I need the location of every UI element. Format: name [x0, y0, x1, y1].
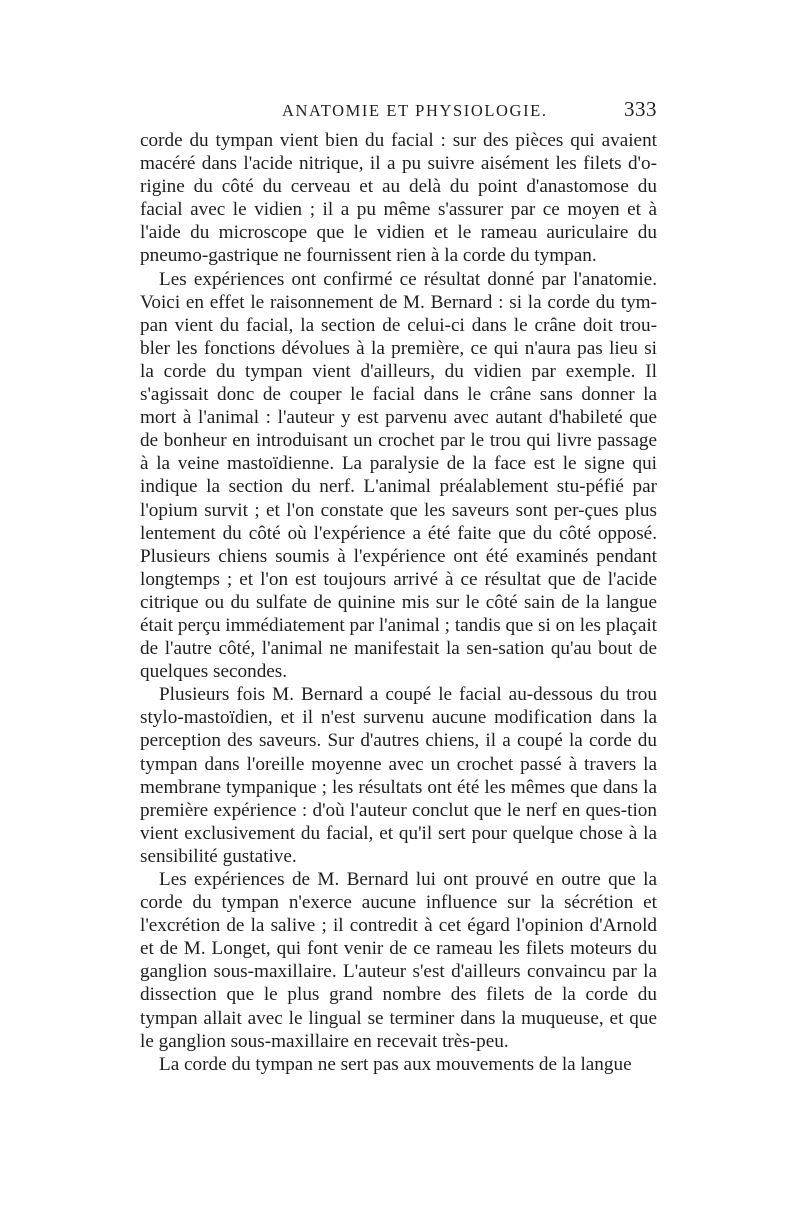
paragraph-tongue-movement: La corde du tympan ne sert pas aux mouvements de la langue — [159, 1053, 632, 1075]
page-header — [140, 95, 657, 129]
paragraph-experiments: Les expériences ont confirmé ce résultat donné par l'anatomie. Voici en effet le raisonnement de M. Bernard : si la corde du tym-pan vient du facial, la section de celui-ci dans le crâne doit trou-bler les fonctions dévolues à la première, ce qui n'aura pas lieu si la corde du tympan vient d'ailleurs, du vidien par exemple. Il s'agissait donc de couper le facial dans le crâne sans donner la mort à l'animal : l'auteur y est parvenu avec autant d'habileté que de bonheur en introduisant un crochet par le trou qui livre passage à la veine mastoïdienne. La paralysie de la face est le signe qui indique la section du nerf. L'animal préalablement stu-péfié par l'opium survit ; et l'on constate que les saveurs sont per-çues plus lentement du côté où l'expérience a été faite que du côté opposé. Plusieurs chiens soumis à l'expérience ont été examinés pendant longtemps ; et l'on est toujours arrivé à ce résultat que de l'acide citrique ou du sulfate de quinine mis sur le côté sain de la langue était perçu immédiatement par l'animal ; tandis que si on les plaçait de l'autre côté, l'animal ne manifestait la sen-sation qu'au bout de quelques secondes. — [140, 268, 657, 683]
paragraph-salivation: Les expériences de M. Bernard lui ont prouvé en outre que la corde du tympan n'exerce aucune influence sur la sécrétion et l'excrétion de la salive ; il contredit à cet égard l'opinion d'Arnold et de M. Longet, qui font venir de ce rameau les filets moteurs du ganglion sous-maxillaire. L'auteur s'est d'ailleurs convaincu par la dissection que le plus grand nombre des filets de la corde du tympan allait avec le lingual se terminer dans la muqueuse, et que le ganglion sous-maxillaire en recevait très-peu. — [140, 869, 657, 1052]
paragraph-continuation: corde du tympan vient bien du facial : sur des pièces qui avaient macéré dans l'acide nitrique, il a pu suivre aisément les filets d'o-rigine du côté du cerveau et au delà du point d'anastomose du facial avec le vidien ; il a pu même s'assurer par ce moyen et à l'aide du microscope que le vidien et le rameau auriculaire du pneumo-gastrique ne fournissent rien à la corde du tympan. — [140, 130, 657, 267]
body-text — [140, 129, 657, 1076]
page-number: 333 — [624, 97, 657, 121]
book-page — [140, 95, 657, 1076]
paragraph-facial-section: Plusieurs fois M. Bernard a coupé le facial au-dessous du trou stylo-mastoïdien, et il n'est survenu aucune modification dans la perception des saveurs. Sur d'autres chiens, il a coupé la corde du tympan dans l'oreille moyenne avec un crochet passé à travers la membrane tympanique ; les résultats ont été les mêmes que dans la première expérience : d'où l'auteur conclut que le nerf en ques-tion vient exclusivement du facial, et qu'il sert pour quelque chose à la sensibilité gustative. — [140, 684, 657, 867]
running-title: ANATOMIE ET PHYSIOLOGIE. — [282, 101, 548, 120]
